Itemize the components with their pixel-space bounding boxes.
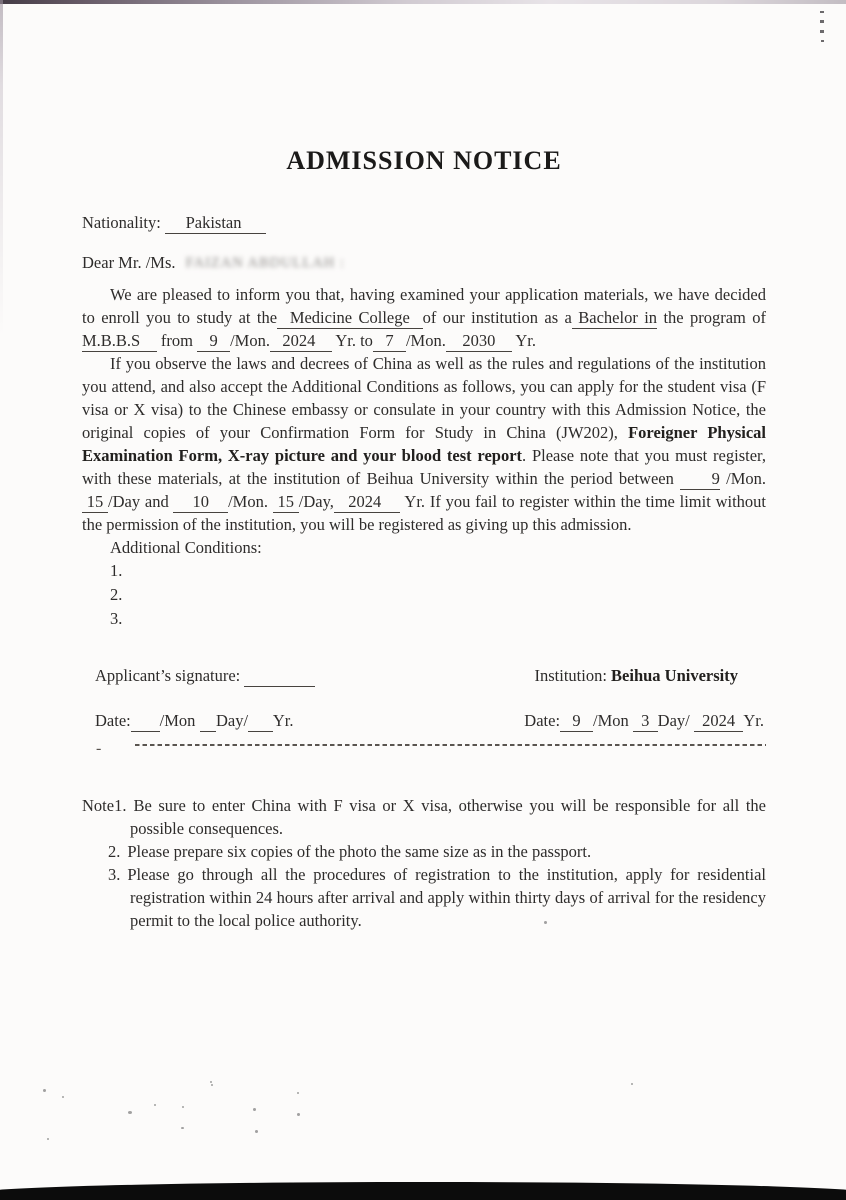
filled-blank: 15: [272, 492, 299, 511]
text-segment: Yr. If you fail to register within the time limit without the permission of the institution, you will be registered as giving up this admission.: [82, 492, 766, 534]
text-segment: Day/: [657, 711, 694, 730]
filled-blank: 9: [680, 469, 720, 488]
stray-pen-mark: -: [96, 740, 102, 757]
salutation-prefix: Dear Mr. /Ms.: [82, 253, 176, 272]
text-segment: Day/: [216, 711, 249, 730]
filled-blank: 9: [560, 711, 594, 730]
note-item: [108, 863, 766, 932]
additional-condition-item: 2.: [110, 585, 123, 604]
filled-blank: Medicine College: [277, 308, 423, 327]
document-content: [82, 0, 766, 932]
filled-blank: Pakistan: [164, 213, 267, 232]
institution-date-field: [524, 709, 764, 732]
text-segment: Yr.: [743, 711, 764, 730]
note-item: [108, 840, 766, 863]
scan-speckle: [182, 1106, 184, 1108]
nationality-label: Nationality:: [82, 213, 161, 232]
filled-blank: M.B.B.S: [82, 331, 157, 350]
scan-speckle: [47, 1138, 49, 1140]
text-segment: from: [156, 331, 198, 350]
text-segment: Foreigner Physical Examination Form, X-ray picture and your blood test report: [82, 423, 766, 465]
additional-condition-item: 1.: [110, 561, 123, 580]
scan-speckle: [544, 921, 547, 924]
page-title: ADMISSION NOTICE: [286, 146, 562, 175]
filled-blank: 7: [372, 331, 406, 350]
scan-speckle: [631, 1083, 633, 1085]
additional-conditions-section: [82, 536, 766, 631]
filled-blank: 10: [173, 492, 229, 511]
scan-corner-dots-artifact: [820, 11, 826, 49]
institution-label: Institution:: [534, 666, 612, 685]
text-segment: /Day and: [108, 492, 174, 511]
nationality-value-blank: [165, 213, 266, 234]
text-segment: /Mon: [593, 711, 633, 730]
scan-speckle: [211, 1084, 213, 1086]
filled-blank: [131, 711, 160, 732]
scan-speckle: [128, 1111, 132, 1114]
note-marker: 3.: [108, 865, 121, 884]
scan-speckle: [210, 1081, 212, 1083]
text-segment: /Mon.: [405, 331, 446, 350]
text-segment: Date:: [524, 711, 561, 730]
scan-speckle: [62, 1096, 64, 1098]
filled-blank: 2024: [693, 711, 744, 730]
scan-left-edge-artifact: [0, 0, 3, 480]
text-segment: We are pleased to inform you that, having examined your application materials, we have decided to enroll you to study at the: [82, 285, 766, 327]
scan-bottom-edge-artifact: [0, 1192, 846, 1200]
text-segment: If you observe the laws and decrees of China as well as the rules and regulations of the institution you attend, and also accept the Additional Conditions as follows, you can apply for the student visa (F visa or X visa) to the Chinese embassy or consulate in your country with this Admission Notice, the original copies of your Confirmation Form for Study in China (JW202),: [82, 354, 766, 442]
salutation-line: [82, 251, 766, 276]
institution-name: Beihua University: [611, 666, 738, 685]
scan-speckle: [253, 1108, 256, 1111]
note-marker: Note1.: [82, 796, 127, 815]
signature-row: [82, 664, 766, 687]
scan-speckle: [297, 1092, 299, 1094]
nationality-line: [82, 211, 766, 234]
text-segment: /Mon.: [230, 331, 270, 350]
scan-speckle: [154, 1104, 156, 1106]
text-segment: of our institution as a: [422, 308, 572, 327]
applicant-signature-field: [82, 664, 315, 687]
notes-section: [82, 794, 766, 932]
filled-blank: 9: [197, 331, 231, 350]
text-segment: the program of: [657, 308, 767, 327]
filled-blank: [248, 711, 273, 732]
applicant-signature-label: Applicant’s signature:: [95, 666, 241, 685]
filled-blank: [200, 711, 217, 732]
institution-field: [534, 664, 738, 687]
visa-registration-paragraph: [82, 352, 766, 536]
dashed-separator: [135, 743, 766, 746]
filled-blank: [244, 666, 314, 687]
text-segment: Yr.: [511, 331, 536, 350]
text-segment: /Day,: [298, 492, 334, 511]
note-marker: 2.: [108, 842, 121, 861]
date-row: [82, 709, 766, 732]
applicant-date-field: [82, 709, 293, 732]
additional-condition-item: 3.: [110, 609, 123, 628]
note-text: Be sure to enter China with F visa or X visa, otherwise you will be responsible for all the possible consequences.: [130, 796, 766, 838]
text-segment: Yr.: [272, 711, 294, 730]
scan-speckle: [297, 1113, 300, 1116]
text-segment: /Mon: [159, 711, 200, 730]
filled-blank: 15: [82, 492, 109, 511]
text-segment: /Mon.: [228, 492, 273, 511]
redacted-recipient-name: FAIZAN ABDULLAH :: [185, 255, 345, 271]
text-segment: . Please note that you must register, with these materials, at the institution of Beihua University within the period between: [82, 446, 766, 488]
note-item: [82, 794, 766, 840]
filled-blank: 2030: [445, 331, 512, 350]
scan-speckle: [255, 1130, 258, 1133]
text-segment: /Mon.: [719, 469, 766, 488]
enrollment-paragraph: [82, 283, 766, 352]
additional-conditions-label: Additional Conditions:: [110, 538, 262, 557]
applicant-signature-blank: [244, 666, 314, 687]
scan-speckle: [43, 1089, 46, 1092]
scan-speckle: [181, 1127, 184, 1129]
note-text: Please prepare six copies of the photo the same size as in the passport.: [127, 842, 592, 861]
filled-blank: 3: [632, 711, 658, 730]
filled-blank: 2024: [269, 331, 332, 350]
text-segment: Yr. to: [331, 331, 373, 350]
text-segment: Date:: [95, 711, 131, 730]
note-text: Please go through all the procedures of registration to the institution, apply for residential registration within 24 hours after arrival and apply within thirty days of arrival for the residency permit to the local police authority.: [127, 865, 766, 930]
filled-blank: Bachelor in: [571, 308, 658, 327]
filled-blank: 2024: [333, 492, 401, 511]
